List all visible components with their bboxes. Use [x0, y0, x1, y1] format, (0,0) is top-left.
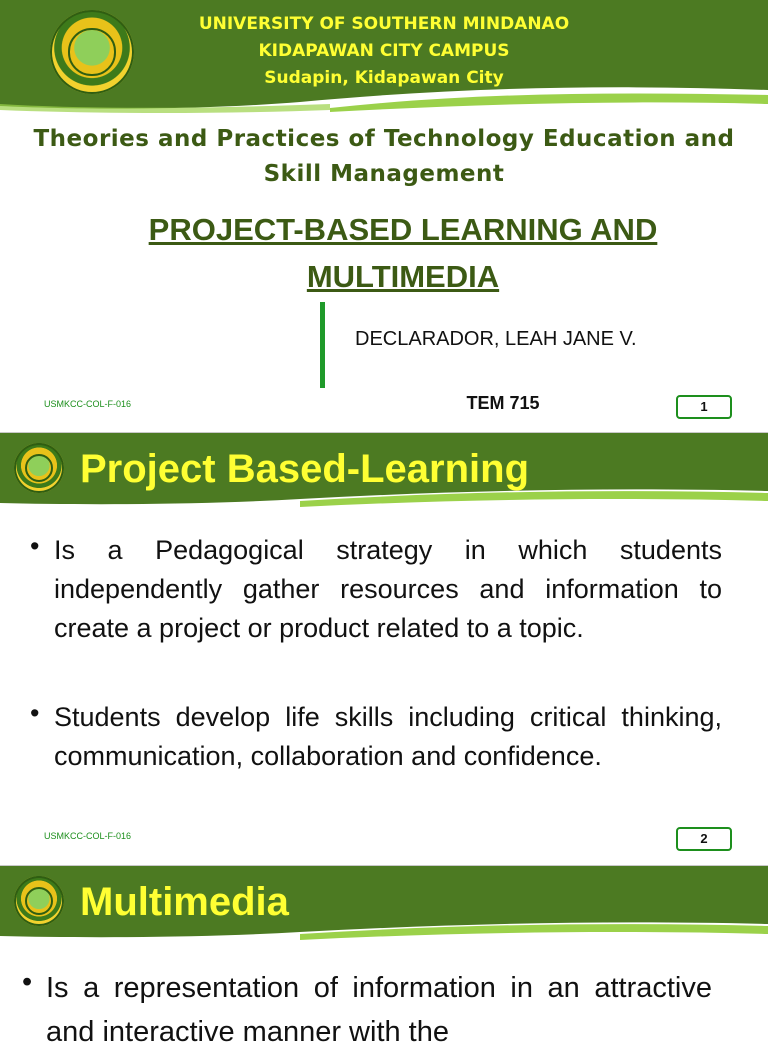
bullet-icon: • — [30, 531, 40, 561]
course-title: Theories and Practices of Technology Education and Skill Management — [33, 126, 735, 187]
slide-1-header — [0, 0, 768, 112]
author-name: DECLARADOR, LEAH JANE V. — [355, 328, 637, 350]
slide-3-header — [0, 866, 768, 938]
university-seal-icon — [14, 443, 64, 493]
slide-2-header — [0, 433, 768, 505]
bullet-text: Is a Pedagogical strategy in which students independently gather resources and information to create a project or product related to a topic. — [54, 535, 722, 643]
form-code: USMKCC-COL-F-016 — [44, 399, 132, 409]
slide-title: Multimedia — [80, 880, 289, 924]
bullet-text: Is a representation of information in an attractive and interactive manner with the — [46, 972, 712, 1048]
page-number: 1 — [676, 395, 732, 419]
page-number: 2 — [676, 827, 732, 851]
topic-title: PROJECT-BASED LEARNING AND MULTIMEDIA — [148, 212, 658, 294]
slide-title: Project Based-Learning — [80, 447, 530, 491]
university-seal-icon — [14, 876, 64, 926]
bullet-icon: • — [22, 966, 33, 998]
slide-2 — [0, 433, 768, 866]
accent-divider — [320, 302, 325, 388]
campus-name: KIDAPAWAN CITY CAMPUS — [258, 41, 510, 61]
slide-1 — [0, 0, 768, 433]
bullet-icon: • — [30, 698, 40, 728]
form-code: USMKCC-COL-F-016 — [44, 831, 132, 841]
bullet-text: Students develop life skills including critical thinking, communication, collaboration and confidence. — [54, 702, 722, 771]
campus-location: Sudapin, Kidapawan City — [264, 68, 504, 88]
university-name: UNIVERSITY OF SOUTHERN MINDANAO — [198, 14, 570, 34]
course-code: TEM 715 — [466, 393, 540, 413]
slide-3 — [0, 866, 768, 1048]
